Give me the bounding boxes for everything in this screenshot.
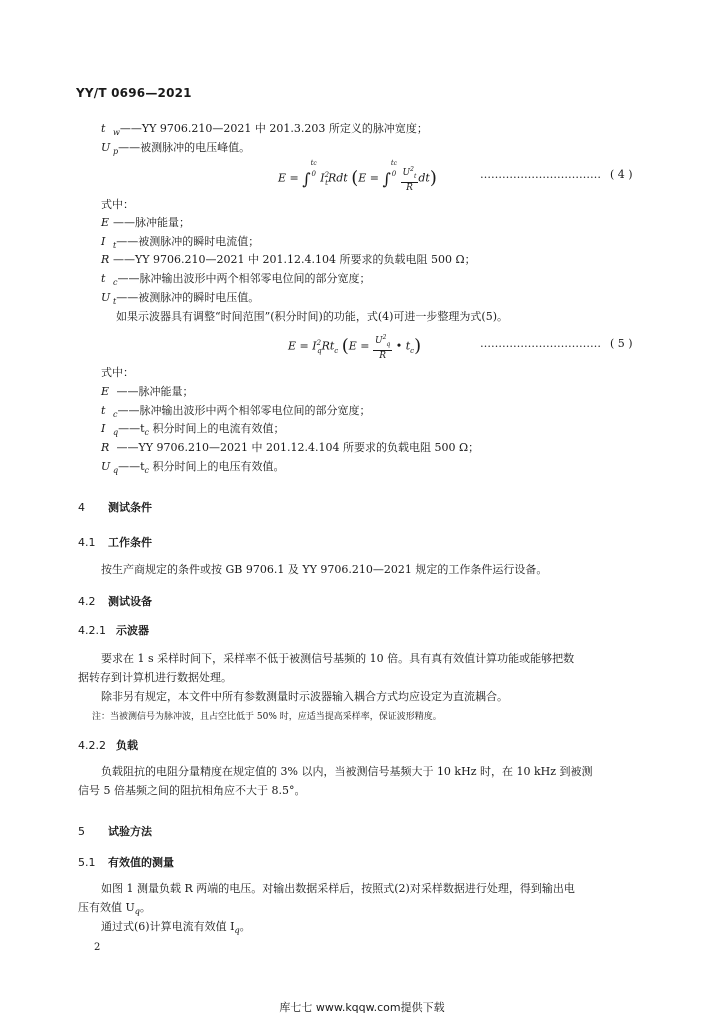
equation-4: E = ∫tc 0 $I^2_tRdt$ (E = ∫tc 0 $\frac{U^2_t}{R}$ dt) bbox=[278, 159, 437, 193]
def-e: E ——脉冲能量； bbox=[101, 216, 190, 229]
standard-header: YY/T 0696—2021 bbox=[76, 86, 192, 100]
def3-iq: I $_q——t_c$ 积分时间上的电流有效值； bbox=[101, 422, 285, 437]
shizhong-label-1: 式中： bbox=[101, 198, 134, 211]
equation-4-number: ( 4 ) bbox=[610, 168, 633, 181]
def-tc: t $_c$——脉冲输出波形中两个相邻零电位间的部分宽度； bbox=[101, 272, 371, 287]
paragraph-4-2-1-a-line1: 要求在 1 s 采样时间下，采样率不低于被测信号基频的 10 倍。具有真有效值计算功能或能够把数 bbox=[101, 652, 575, 665]
paragraph-4-2-2-line2: 信号 5 倍基频之间的阻抗相角应不大于 8.5°。 bbox=[78, 784, 306, 797]
paragraph-4-2-1-b: 除非另有规定，本文件中所有参数测量时示波器输入耦合方式均应设定为直流耦合。 bbox=[101, 690, 508, 703]
paragraph-4-2-2-line1: 负载阻抗的电阻分量精度在规定值的 3% 以内，当被测信号基频大于 10 kHz 时，在 10 kHz 到被测 bbox=[101, 765, 593, 778]
def3-r: R ——YY 9706.210—2021 中 201.12.4.104 所要求的负载电阻 500 Ω； bbox=[101, 441, 480, 454]
section-4-heading: 4 测试条件 bbox=[78, 501, 152, 514]
download-footer: 库七七 www.kqqw.com提供下载 bbox=[279, 1001, 445, 1014]
integral-sign-2: ∫ bbox=[382, 169, 391, 189]
fraction-u-over-r: $\frac{U^2_t}{R}$ bbox=[402, 165, 417, 193]
def-it: I $_t$——被测脉冲的瞬时电流值； bbox=[101, 235, 260, 250]
def3-uq: U $_q——t_c$ 积分时间上的电压有效值。 bbox=[101, 460, 285, 475]
equation-5: $E = I^2_qRt_c$ (E = $\frac{U^2_q}{R}$ • $t_c$) bbox=[288, 333, 422, 361]
paragraph-5-1-line2: 压有效值 $U_q$。 bbox=[78, 901, 151, 916]
equation-5-number: ( 5 ) bbox=[610, 337, 633, 350]
def3-tc: t $_c$——脉冲输出波形中两个相邻零电位间的部分宽度； bbox=[101, 404, 371, 419]
page-number: 2 bbox=[94, 942, 101, 953]
section-5-heading: 5 试验方法 bbox=[78, 825, 152, 838]
def3-e: E ——脉冲能量； bbox=[101, 385, 194, 398]
paragraph-4-1: 按生产商规定的条件或按 GB 9706.1 及 YY 9706.210—2021 规定的工作条件运行设备。 bbox=[101, 563, 548, 576]
paragraph-5-1-line1: 如图 1 测量负载 R 两端的电压。对输出数据采样后，按照式(2)对采样数据进行处理，得到输出电 bbox=[101, 882, 575, 895]
equation-5-dots: …………………………… bbox=[480, 337, 601, 350]
paragraph-4-2-1-a-line2: 据转存到计算机进行数据处理。 bbox=[78, 671, 232, 684]
section-4-2-1-heading: 4.2.1 示波器 bbox=[78, 624, 149, 637]
fraction-uq-over-r: $\frac{U^2_q}{R}$ bbox=[374, 333, 391, 361]
equation-4-dots: …………………………… bbox=[480, 168, 601, 181]
def-ut: U $_t$——被测脉冲的瞬时电压值。 bbox=[101, 291, 260, 306]
def-tw: t $_w$——YY 9706.210—2021 中 201.3.203 所定义的脉冲宽度； bbox=[101, 122, 428, 137]
section-4-2-2-heading: 4.2.2 负载 bbox=[78, 739, 138, 752]
integral-sign: ∫ bbox=[302, 169, 311, 189]
section-5-1-heading: 5.1 有效值的测量 bbox=[78, 856, 174, 869]
def-up: U $_p$——被测脉冲的电压峰值。 bbox=[101, 141, 251, 156]
section-4-1-heading: 4.1 工作条件 bbox=[78, 536, 152, 549]
note-4-2-1: 注：当被测信号为脉冲波，且占空比低于 50% 时，应适当提高采样率，保证波形精度。 bbox=[92, 712, 442, 722]
section-4-2-heading: 4.2 测试设备 bbox=[78, 595, 152, 608]
paragraph-oscilloscope: 如果示波器具有调整“时间范围”(积分时间)的功能，式(4)可进一步整理为式(5)。 bbox=[116, 310, 508, 323]
def-r: R ——YY 9706.210—2021 中 201.12.4.104 所要求的负载电阻 500 Ω； bbox=[101, 253, 476, 266]
paragraph-5-1-line3: 通过式(6)计算电流有效值 $I_q$。 bbox=[101, 920, 251, 935]
shizhong-label-2: 式中： bbox=[101, 366, 134, 379]
